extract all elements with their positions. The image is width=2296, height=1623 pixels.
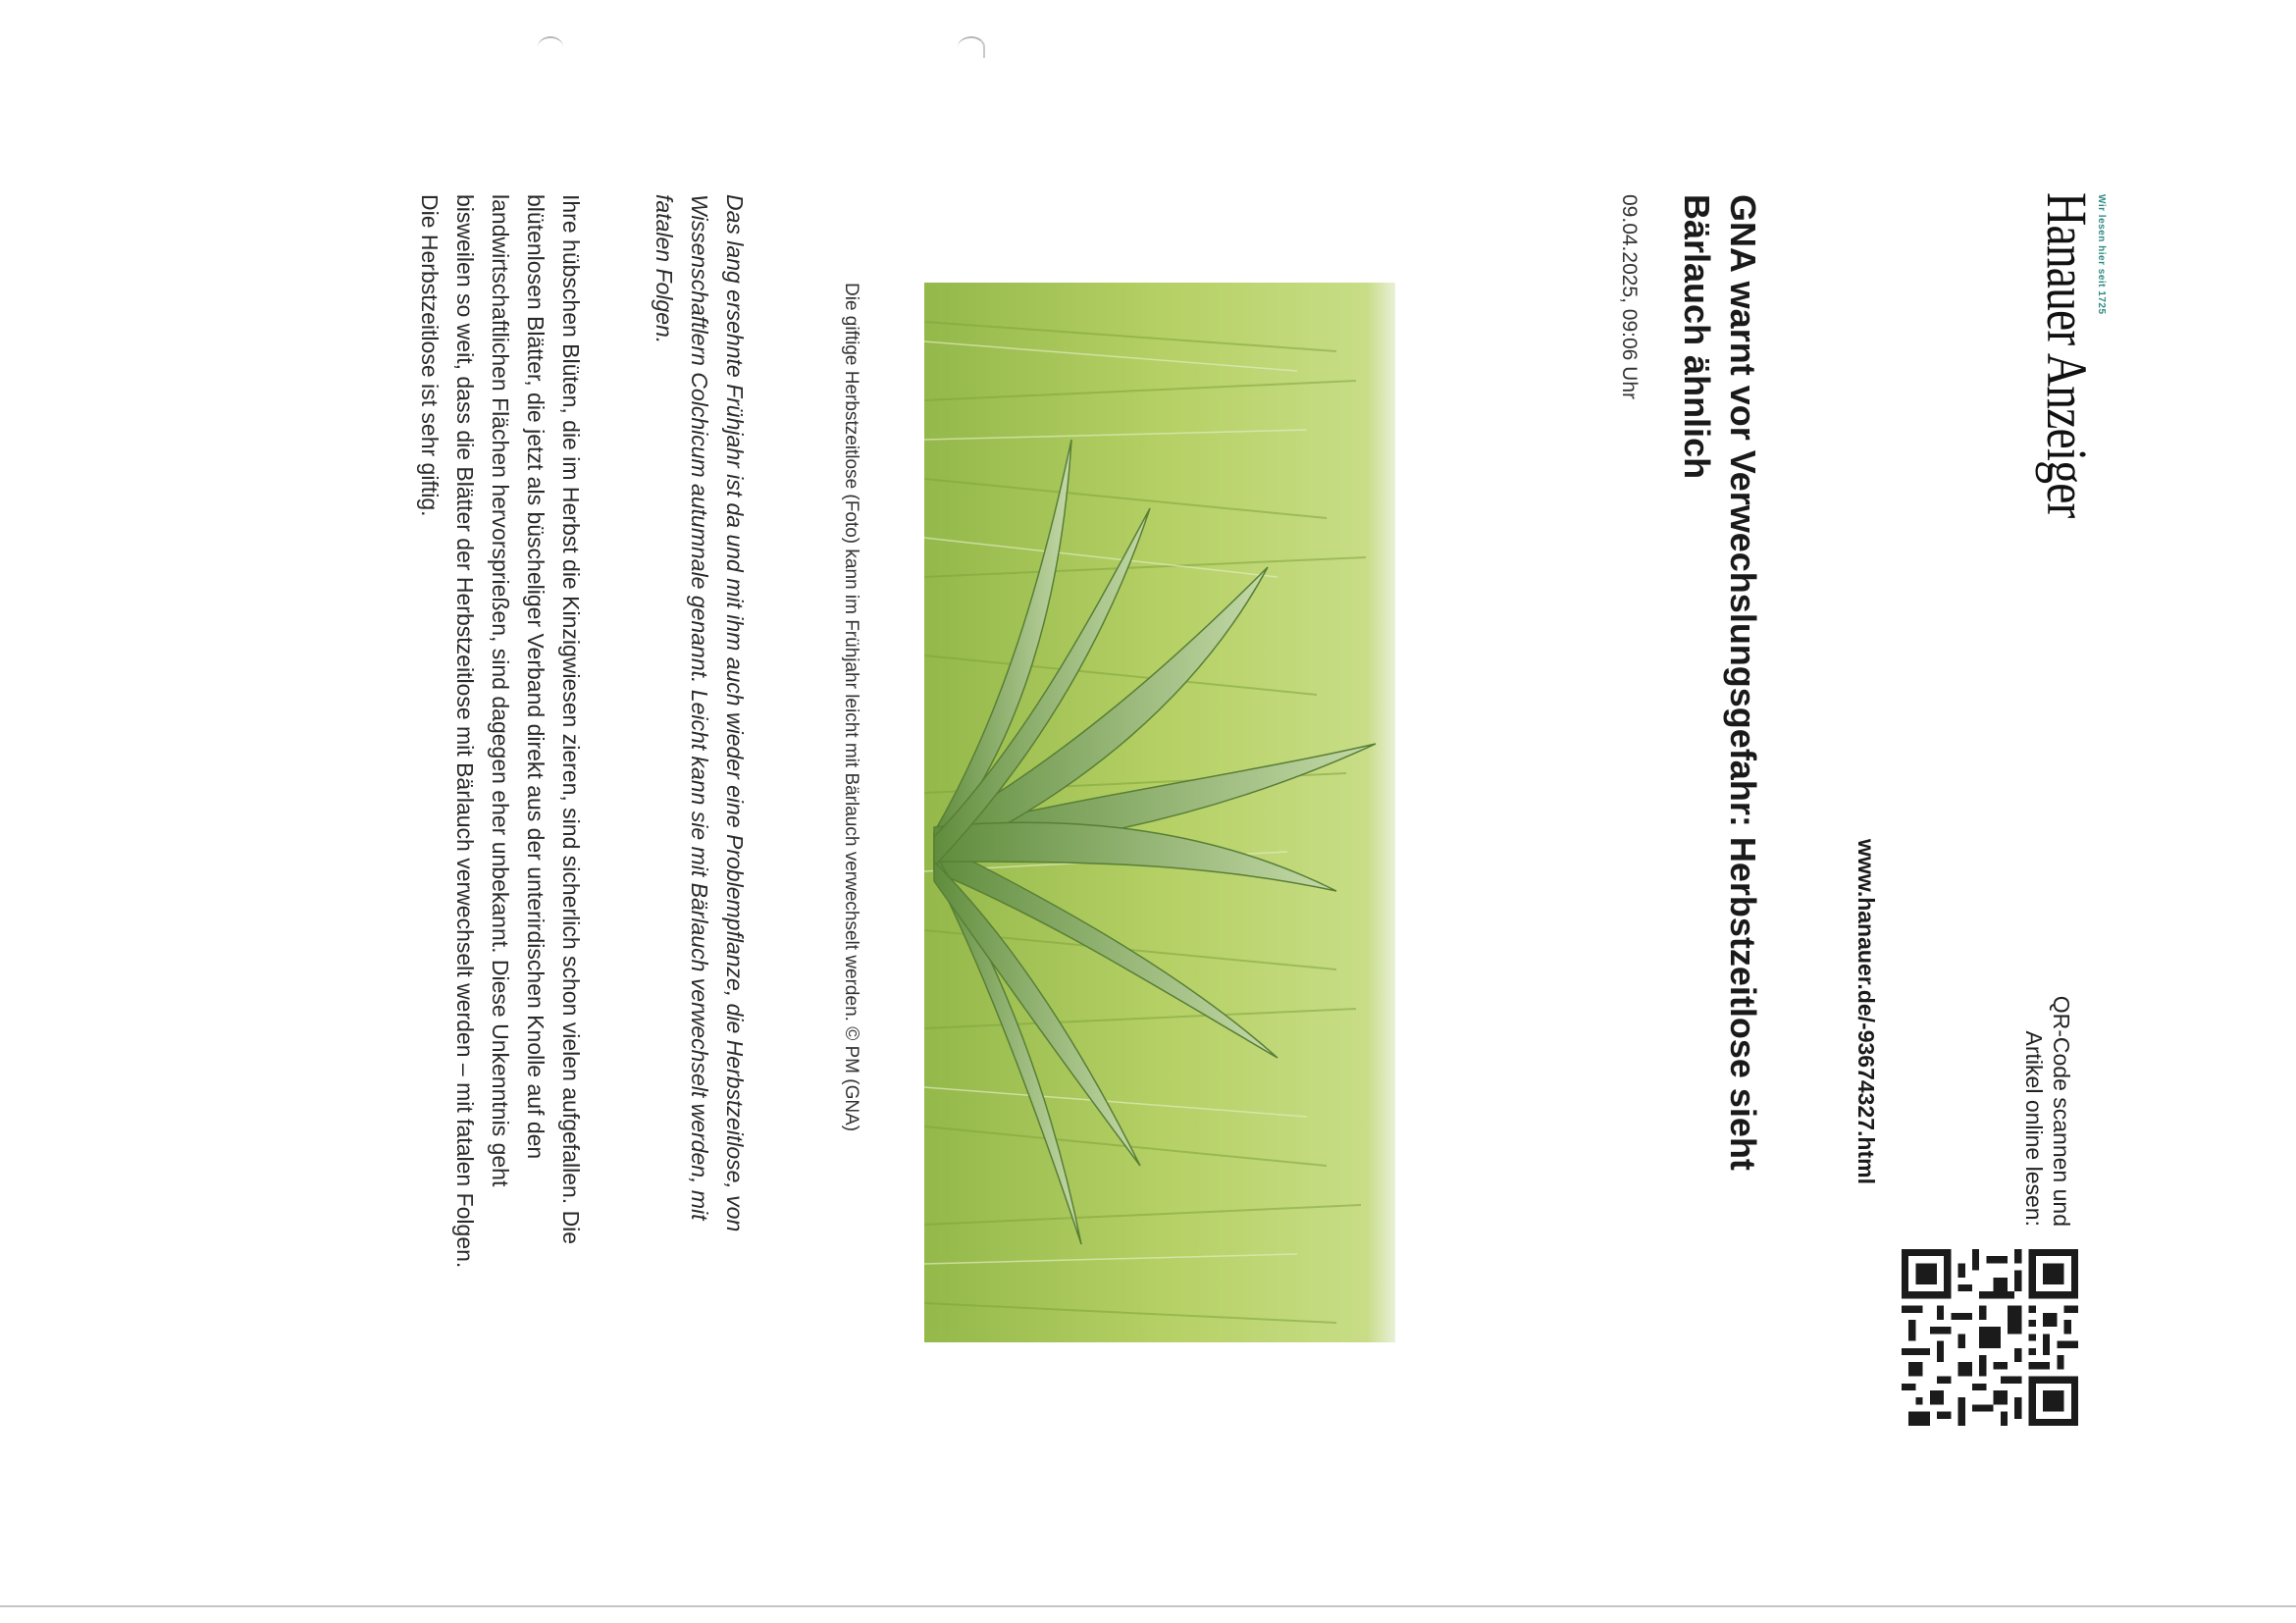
newspaper-logo: Hanauer Anzeiger xyxy=(2035,192,2099,518)
article-headline: GNA warnt vor Verwechslungsgefahr: Herbstzeitlose sieht Bärlauch ähnlich xyxy=(1677,194,1763,1171)
article-lead: Das lang ersehnte Frühjahr ist da und mit ihm auch wieder eine Problempflanze, die Herbstzeitlose, von Wissenschaftlern Colchicum autumnale genannt. Leicht kann sie mit Bärlauch verwechselt werden, mit fatalen Folgen. xyxy=(652,194,748,1232)
qr-code-icon xyxy=(1902,1249,2078,1426)
photo-caption: Die giftige Herbstzeitlose (Foto) kann im Frühjahr leicht mit Bärlauch verwechselt werden. © PM (GNA) xyxy=(841,283,861,1132)
article-timestamp: 09.04.2025, 09:06 Uhr xyxy=(1618,194,1641,399)
article-url[interactable]: www.hanauer.de/-93674327.html xyxy=(1853,839,1879,1184)
article-photo xyxy=(924,283,1395,1342)
logo-tagline: Wir lesen hier seit 1725 xyxy=(2096,194,2107,315)
article-body: Ihre hübschen Blüten, die im Herbst die Kinzigwiesen zieren, sind sicherlich schon vielen aufgefallen. Die blütenlosen Blätter, die jetzt als büscheliger Verband direkt aus der unterirdischen Knolle auf den landwirtschaftlichen Flächen hervorsprießen, sind dagegen eher unbekannt. Diese Unkenntnis geht bisweilen so weit, dass die Blätter der Herbstzeitlose mit Bärlauch verwechselt werden – mit fatalen Folgen. Die Herbstzeitlose ist sehr giftig. xyxy=(417,194,584,1269)
qr-label: QR-Code scannen und Artikel online lesen: xyxy=(2021,995,2074,1227)
